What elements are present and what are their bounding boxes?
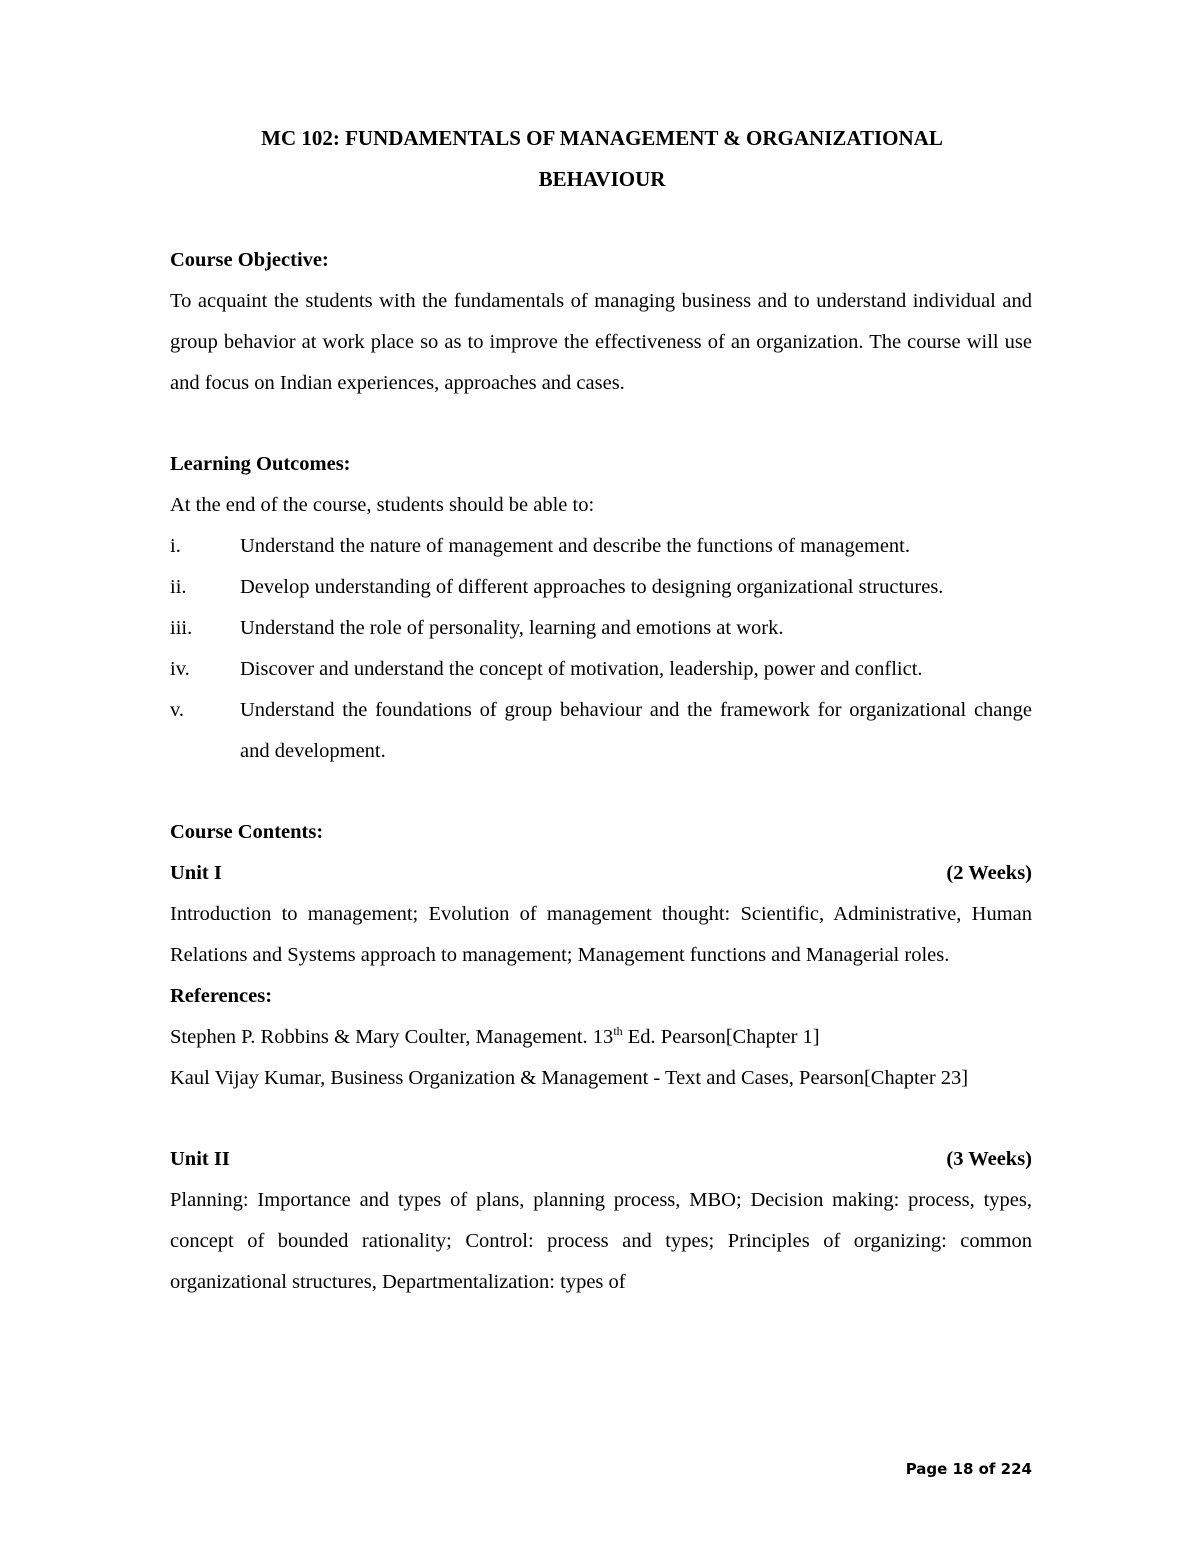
unit-1-duration: (2 Weeks) (946, 862, 1032, 884)
outcome-text: Discover and understand the concept of motivation, leadership, power and conflict. (240, 658, 923, 680)
unit-2-duration: (3 Weeks) (946, 1148, 1032, 1170)
outcome-item (170, 608, 1032, 649)
unit-2-title: Unit II (170, 1148, 230, 1170)
outcome-text: Understand the foundations of group behaviour and the framework for organizational change and development. (240, 699, 1032, 762)
outcome-number: i. (170, 535, 181, 557)
course-title (172, 118, 1032, 200)
course-title-line-1: MC 102: FUNDAMENTALS OF MANAGEMENT & ORGANIZATIONAL (261, 126, 943, 150)
outcome-text: Develop understanding of different approaches to designing organizational structures. (240, 576, 944, 598)
outcome-item (170, 690, 1032, 772)
reference-1-rest: Ed. Pearson[Chapter 1] (622, 1026, 820, 1048)
unit-2-header (170, 1139, 1032, 1180)
outcome-item (170, 567, 1032, 608)
outcomes-heading: Learning Outcomes: (170, 453, 351, 475)
outcome-number: iii. (170, 617, 193, 639)
reference-1-edition-suffix: th (613, 1024, 623, 1039)
page-number: Page 18 of 224 (905, 1460, 1032, 1478)
outcome-item (170, 649, 1032, 690)
unit-1-text: Introduction to management; Evolution of management thought: Scientific, Administrative, Human Relations and Systems approach to management; Management functions and Managerial roles. (170, 903, 1032, 966)
objective-heading: Course Objective: (170, 249, 329, 271)
course-title-line-2: BEHAVIOUR (538, 167, 666, 191)
outcome-number: v. (170, 699, 185, 721)
outcomes-intro: At the end of the course, students should be able to: (170, 494, 595, 516)
page-content (170, 118, 1032, 1303)
unit-1-header (170, 853, 1032, 894)
unit-1-title: Unit I (170, 862, 222, 884)
unit-2-text: Planning: Importance and types of plans, planning process, MBO; Decision making: process, types, concept of bounded rationality; Control: process and types; Principles of organizing: common organizational structures, Departmentalization: types of (170, 1189, 1032, 1293)
unit-1-reference-1 (170, 1017, 1032, 1058)
contents-heading: Course Contents: (170, 821, 324, 843)
objective-text: To acquaint the students with the fundamentals of managing business and to understand individual and group behavior at work place so as to improve the effectiveness of an organization. The course will use and focus on Indian experiences, approaches and cases. (170, 290, 1032, 394)
reference-1-main: Stephen P. Robbins & Mary Coulter, Management. 13 (170, 1026, 614, 1048)
outcome-text: Understand the nature of management and describe the functions of management. (240, 535, 910, 557)
outcome-number: ii. (170, 576, 187, 598)
outcome-number: iv. (170, 658, 190, 680)
outcome-text: Understand the role of personality, learning and emotions at work. (240, 617, 784, 639)
unit-1-reference-2: Kaul Vijay Kumar, Business Organization & Management - Text and Cases, Pearson[Chapter 23] (170, 1067, 969, 1089)
outcome-item (170, 526, 1032, 567)
unit-1-references-heading: References: (170, 985, 273, 1007)
